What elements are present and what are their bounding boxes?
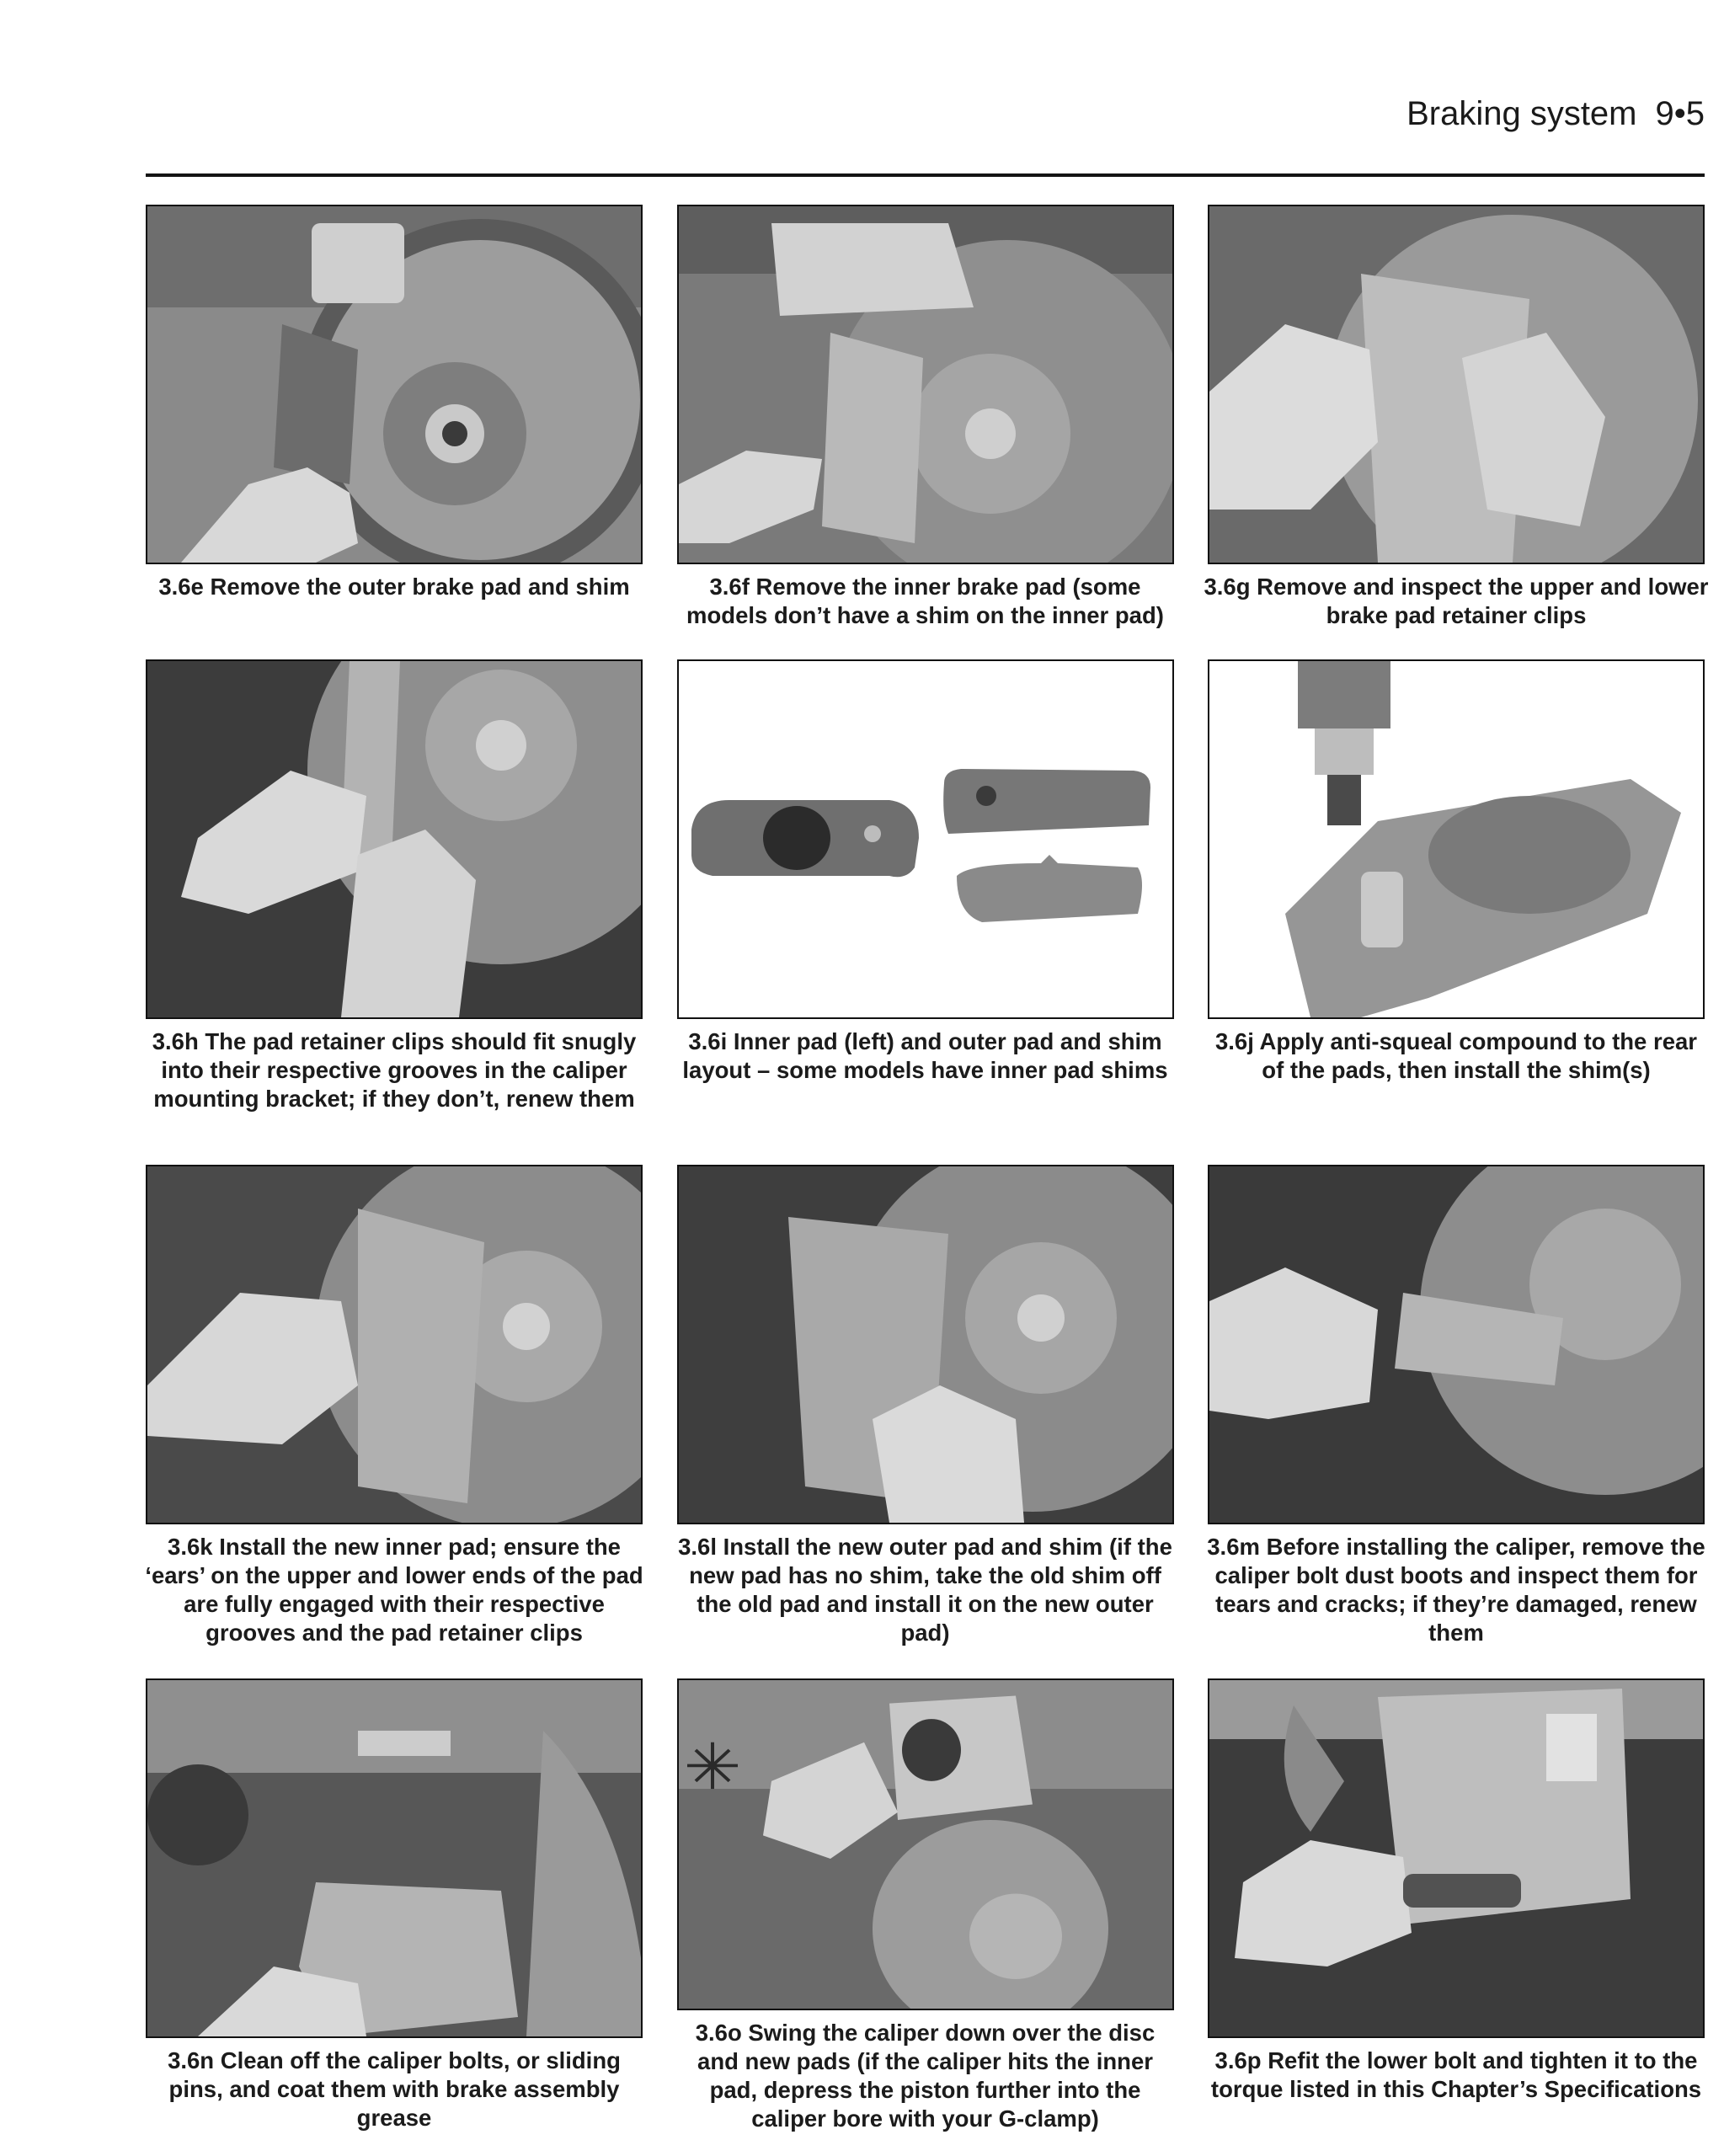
- figure-caption: 3.6f Remove the inner brake pad (some models don’t have a shim on the inner pad): [686, 574, 1164, 628]
- figure-caption: 3.6n Clean off the caliper bolts, or sliding pins, and coat them with brake assembly grease: [168, 2047, 621, 2131]
- figure-3-6l: [677, 1165, 1174, 1678]
- photo-3-6n: [146, 1678, 643, 2038]
- figure-3-6h: [146, 659, 643, 1165]
- photo-3-6p: [1208, 1678, 1705, 2038]
- figure-caption: 3.6o Swing the caliper down over the disc and new pads (if the caliper hits the inner pad, depress the piston further into the caliper bore with your G-clamp): [695, 2020, 1156, 2132]
- page-number: 9•5: [1655, 95, 1705, 132]
- figure-3-6i: [677, 659, 1174, 1165]
- figure-caption: 3.6j Apply anti-squeal compound to the rear of the pads, then install the shim(s): [1215, 1028, 1697, 1083]
- photo-3-6g: [1208, 205, 1705, 564]
- photo-3-6e: [146, 205, 643, 564]
- section-title: Braking system: [1406, 95, 1637, 132]
- photo-3-6i: [677, 659, 1174, 1019]
- page-header: [0, 93, 1705, 135]
- photo-3-6f: [677, 205, 1174, 564]
- figure-3-6o: [677, 1678, 1174, 2133]
- figure-caption: 3.6l Install the new outer pad and shim (if the new pad has no shim, take the old shim off the old pad and install it on the new outer pad): [678, 1534, 1172, 1646]
- figure-3-6j: [1208, 659, 1705, 1165]
- figure-3-6n: [146, 1678, 643, 2133]
- photo-3-6h: [146, 659, 643, 1019]
- photo-3-6k: [146, 1165, 643, 1524]
- figure-caption: 3.6p Refit the lower bolt and tighten it to the torque listed in this Chapter’s Specifications: [1210, 2047, 1702, 2102]
- header-rule: [146, 173, 1705, 177]
- figure-caption: 3.6h The pad retainer clips should fit snugly into their respective grooves in the caliper mounting bracket; if they don’t, renew them: [152, 1028, 637, 1112]
- figure-3-6e: [146, 205, 643, 659]
- figure-caption: 3.6g Remove and inspect the upper and lower brake pad retainer clips: [1204, 574, 1709, 628]
- figure-3-6f: [677, 205, 1174, 659]
- photo-3-6m: [1208, 1165, 1705, 1524]
- figure-3-6p: [1208, 1678, 1705, 2133]
- figure-caption: 3.6e Remove the outer brake pad and shim: [158, 574, 630, 600]
- figure-3-6g: [1204, 205, 1709, 659]
- photo-3-6l: [677, 1165, 1174, 1524]
- photo-3-6o: [677, 1678, 1174, 2010]
- figure-caption: 3.6i Inner pad (left) and outer pad and shim layout – some models have inner pad shims: [682, 1028, 1168, 1083]
- figure-grid: [145, 205, 1709, 2156]
- figure-3-6m: [1208, 1165, 1705, 1678]
- figure-caption: 3.6m Before installing the caliper, remove the caliper bolt dust boots and inspect them for tears and cracks; if they’re damaged, renew them: [1207, 1534, 1705, 1646]
- figure-3-6k: [146, 1165, 643, 1678]
- figure-caption: 3.6k Install the new inner pad; ensure the ‘ears’ on the upper and lower ends of the pad are fully engaged with their respective grooves and the pad retainer clips: [145, 1534, 643, 1646]
- photo-3-6j: [1208, 659, 1705, 1019]
